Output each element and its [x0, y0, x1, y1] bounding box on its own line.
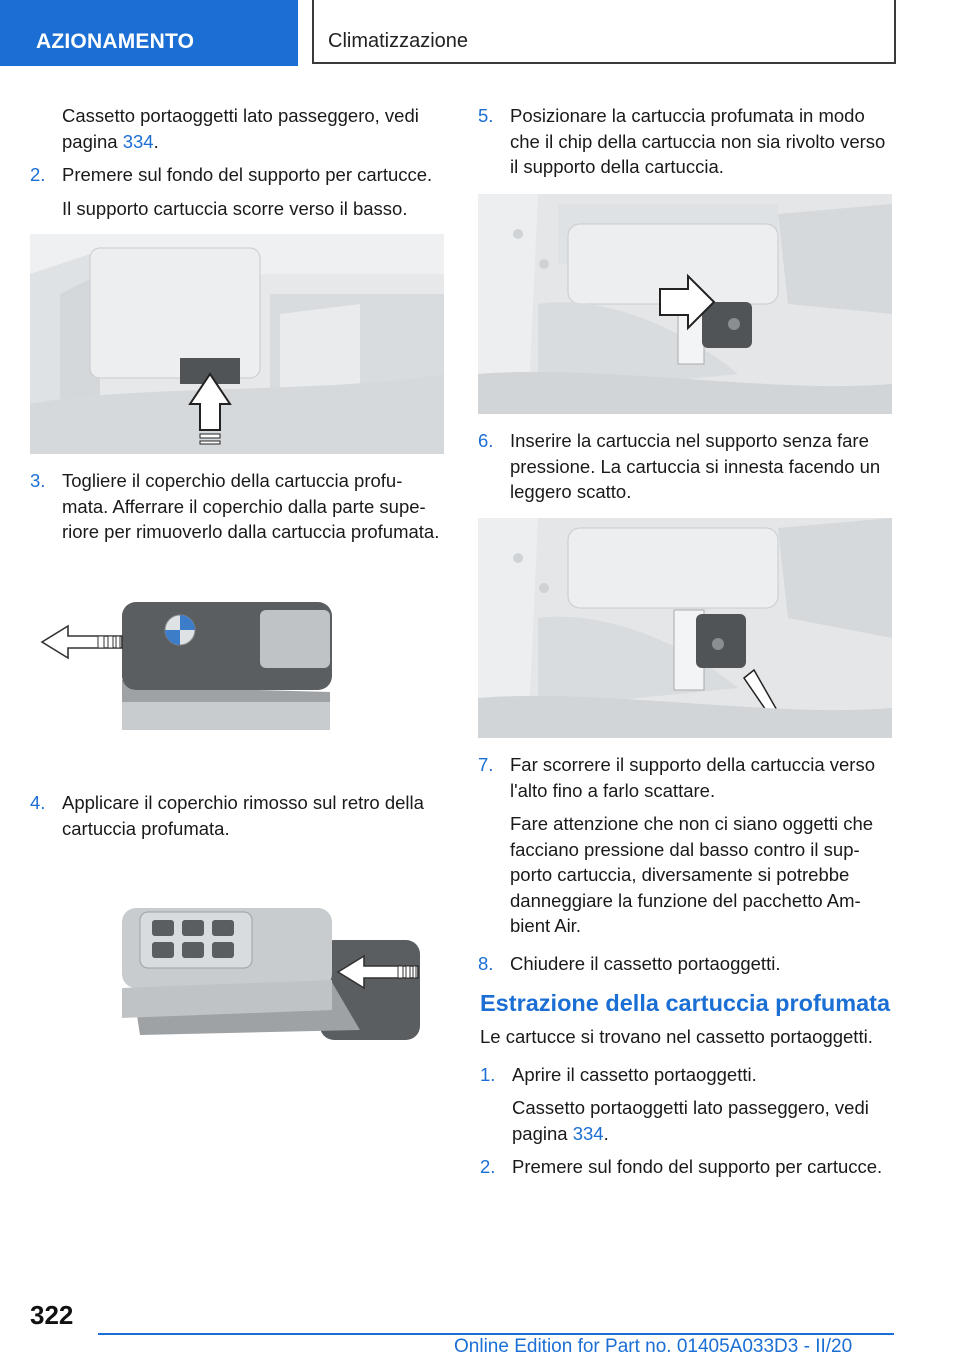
intro-end: . [153, 130, 159, 152]
step-7-note: Fare attenzione che non ci siano oggetti che facciano pressione dal basso contro il sup-porto cartuccia, diversamente si potrebbe danneggiare la funzione del pacchetto Am-bient Air. [510, 813, 874, 936]
step-text: Premere sul fondo del supporto per cartucce. [512, 1156, 883, 1177]
section-tab: AZIONAMENTO [0, 0, 298, 66]
right-column-step6 [478, 428, 894, 505]
step-number: 3. [30, 470, 46, 491]
step-number: 5. [478, 105, 494, 126]
step-text: Far scorrere il supporto della cartuccia verso l'alto fino a farlo scattare. [510, 754, 876, 801]
removal-step-1 [480, 1062, 894, 1088]
step-number: 6. [478, 430, 494, 451]
step-text: Togliere il coperchio della cartuccia profu-mata. Afferrare il coperchio dalla parte supe-riore per rimuoverlo dalla cartuccia profumata. [62, 470, 440, 542]
step-number: 2. [480, 1156, 496, 1177]
step-7 [478, 752, 894, 803]
right-column-removal [480, 1024, 894, 1180]
step-text: Applicare il coperchio rimosso sul retro della cartuccia profumata. [62, 792, 424, 839]
step-4 [30, 790, 444, 841]
right-column-steps [478, 752, 894, 976]
illustration-holder-slide [30, 234, 444, 454]
step-number: 1. [480, 1063, 496, 1085]
step-number: 4. [30, 792, 46, 813]
page-number: 322 [30, 1300, 74, 1330]
illustration-cartridge-position [478, 194, 892, 414]
detail-end: . [603, 1122, 609, 1144]
section-heading: Estrazione della cartuccia profumata [480, 990, 891, 1016]
left-column [30, 103, 444, 221]
intro-paragraph [30, 103, 444, 154]
edition-text: Online Edition for Part no. 01405A033D3 - II/20 [454, 1336, 853, 1357]
heading-intro: Le cartucce si trovano nel cassetto portaoggetti. [480, 1026, 873, 1047]
step-3 [30, 468, 444, 545]
step-text: Aprire il cassetto portaoggetti. [512, 1063, 757, 1085]
step-2-result: Il supporto cartuccia scorre verso il basso. [62, 197, 408, 219]
page-link-334[interactable]: 334 [572, 1122, 604, 1144]
illustration-cover-attach [100, 900, 440, 1050]
chapter-title: Climatizzazione [312, 0, 896, 64]
step-number: 8. [478, 952, 494, 974]
step-2 [30, 162, 444, 188]
footer-divider [98, 1333, 894, 1335]
step-text: Premere sul fondo del supporto per cartucce. [62, 164, 433, 185]
step-8 [478, 951, 894, 977]
step-text: Inserire la cartuccia nel supporto senza fare pressione. La cartuccia si innesta facendo un leggero scatto. [510, 430, 881, 502]
page-link-334[interactable]: 334 [122, 130, 154, 152]
step-text: Posizionare la cartuccia profumata in modo che il chip della cartuccia non sia rivolto verso il supporto della cartuccia. [510, 105, 886, 177]
step-number: 2. [30, 164, 46, 185]
removal-step-1-detail [480, 1095, 894, 1146]
detail-text: Cassetto portaoggetti lato passeggero, vedi pagina [512, 1097, 869, 1144]
step-number: 7. [478, 754, 494, 775]
left-column-step3 [30, 468, 444, 545]
right-column-top [478, 103, 894, 180]
illustration-cover-removal [30, 580, 444, 740]
illustration-cartridge-inserted [478, 518, 892, 738]
step-6 [478, 428, 894, 505]
intro-text: Cassetto portaoggetti lato passeggero, vedi pagina [62, 105, 419, 152]
removal-step-2 [480, 1154, 894, 1180]
step-text: Chiudere il cassetto portaoggetti. [510, 952, 781, 974]
left-column-step4 [30, 790, 444, 841]
step-5 [478, 103, 894, 180]
